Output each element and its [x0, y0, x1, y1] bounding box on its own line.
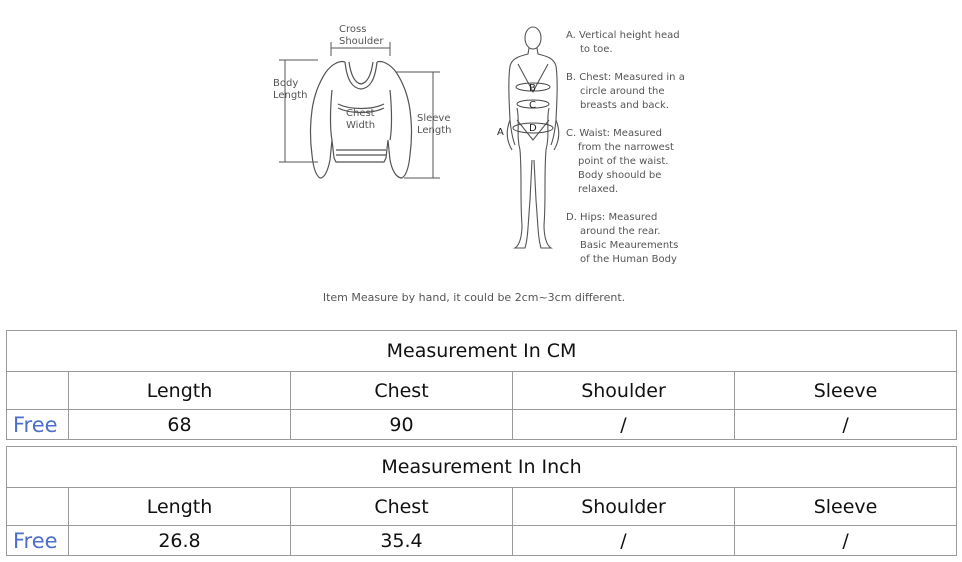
note-c-line-5: relaxed.: [578, 184, 619, 195]
value-chest: 35.4: [291, 526, 513, 556]
note-d-line-2: around the rear.: [580, 226, 661, 237]
cross-shoulder-label-2: Shoulder: [339, 36, 384, 47]
header-empty-cell: [7, 488, 69, 526]
cross-shoulder-label-1: Cross: [339, 24, 367, 35]
body-length-label-1: Body: [273, 78, 299, 89]
note-a-line-2: to toe.: [580, 44, 613, 55]
note-b-line-1: B. Chest: Measured in a: [566, 72, 685, 83]
garment-labels: [273, 24, 452, 136]
note-c-line-1: C. Waist: Measured: [566, 128, 663, 139]
note-b-line-3: breasts and back.: [580, 100, 669, 111]
table-title: Measurement In Inch: [7, 447, 957, 488]
value-length: 68: [69, 410, 291, 440]
header-empty-cell: [7, 372, 69, 410]
header-sleeve: Sleeve: [735, 488, 957, 526]
note-c-line-3: point of the waist.: [578, 156, 669, 167]
sleeve-length-label-1: Sleeve: [417, 113, 451, 124]
body-length-label-2: Length: [273, 90, 308, 101]
note-a-line-1: A. Vertical height head: [566, 30, 680, 41]
header-shoulder: Shoulder: [513, 488, 735, 526]
header-length: Length: [69, 372, 291, 410]
chest-width-label-2: Width: [346, 120, 376, 131]
value-shoulder: /: [513, 410, 735, 440]
chest-width-label-1: Chest: [346, 108, 375, 119]
marker-a: A: [497, 127, 504, 138]
sleeve-length-label-2: Length: [417, 125, 452, 136]
value-chest: 90: [291, 410, 513, 440]
note-d-line-1: D. Hips: Measured: [566, 212, 658, 223]
measure-footnote: Item Measure by hand, it could be 2cm~3cm different.: [322, 291, 626, 304]
header-chest: Chest: [291, 372, 513, 410]
note-d-line-3: Basic Meaurements: [580, 240, 679, 251]
measurement-notes: [566, 30, 685, 265]
note-b-line-2: circle around the: [580, 86, 665, 97]
header-shoulder: Shoulder: [513, 372, 735, 410]
marker-d: D: [529, 123, 537, 134]
header-length: Length: [69, 488, 291, 526]
note-c-line-2: from the narrowest: [578, 142, 674, 153]
value-sleeve: /: [735, 526, 957, 556]
size-label: Free: [7, 526, 69, 556]
note-d-line-4: of the Human Body: [580, 254, 677, 265]
measurement-table-cm: [6, 330, 957, 440]
marker-c: C: [529, 100, 536, 111]
value-shoulder: /: [513, 526, 735, 556]
marker-b: B: [529, 83, 536, 94]
note-c-line-4: Body shoould be: [578, 170, 662, 181]
measurement-table-inch: [6, 446, 957, 556]
size-label: Free: [7, 410, 69, 440]
table-title: Measurement In CM: [7, 331, 957, 372]
header-chest: Chest: [291, 488, 513, 526]
header-sleeve: Sleeve: [735, 372, 957, 410]
body-figure: [507, 27, 559, 248]
value-sleeve: /: [735, 410, 957, 440]
value-length: 26.8: [69, 526, 291, 556]
